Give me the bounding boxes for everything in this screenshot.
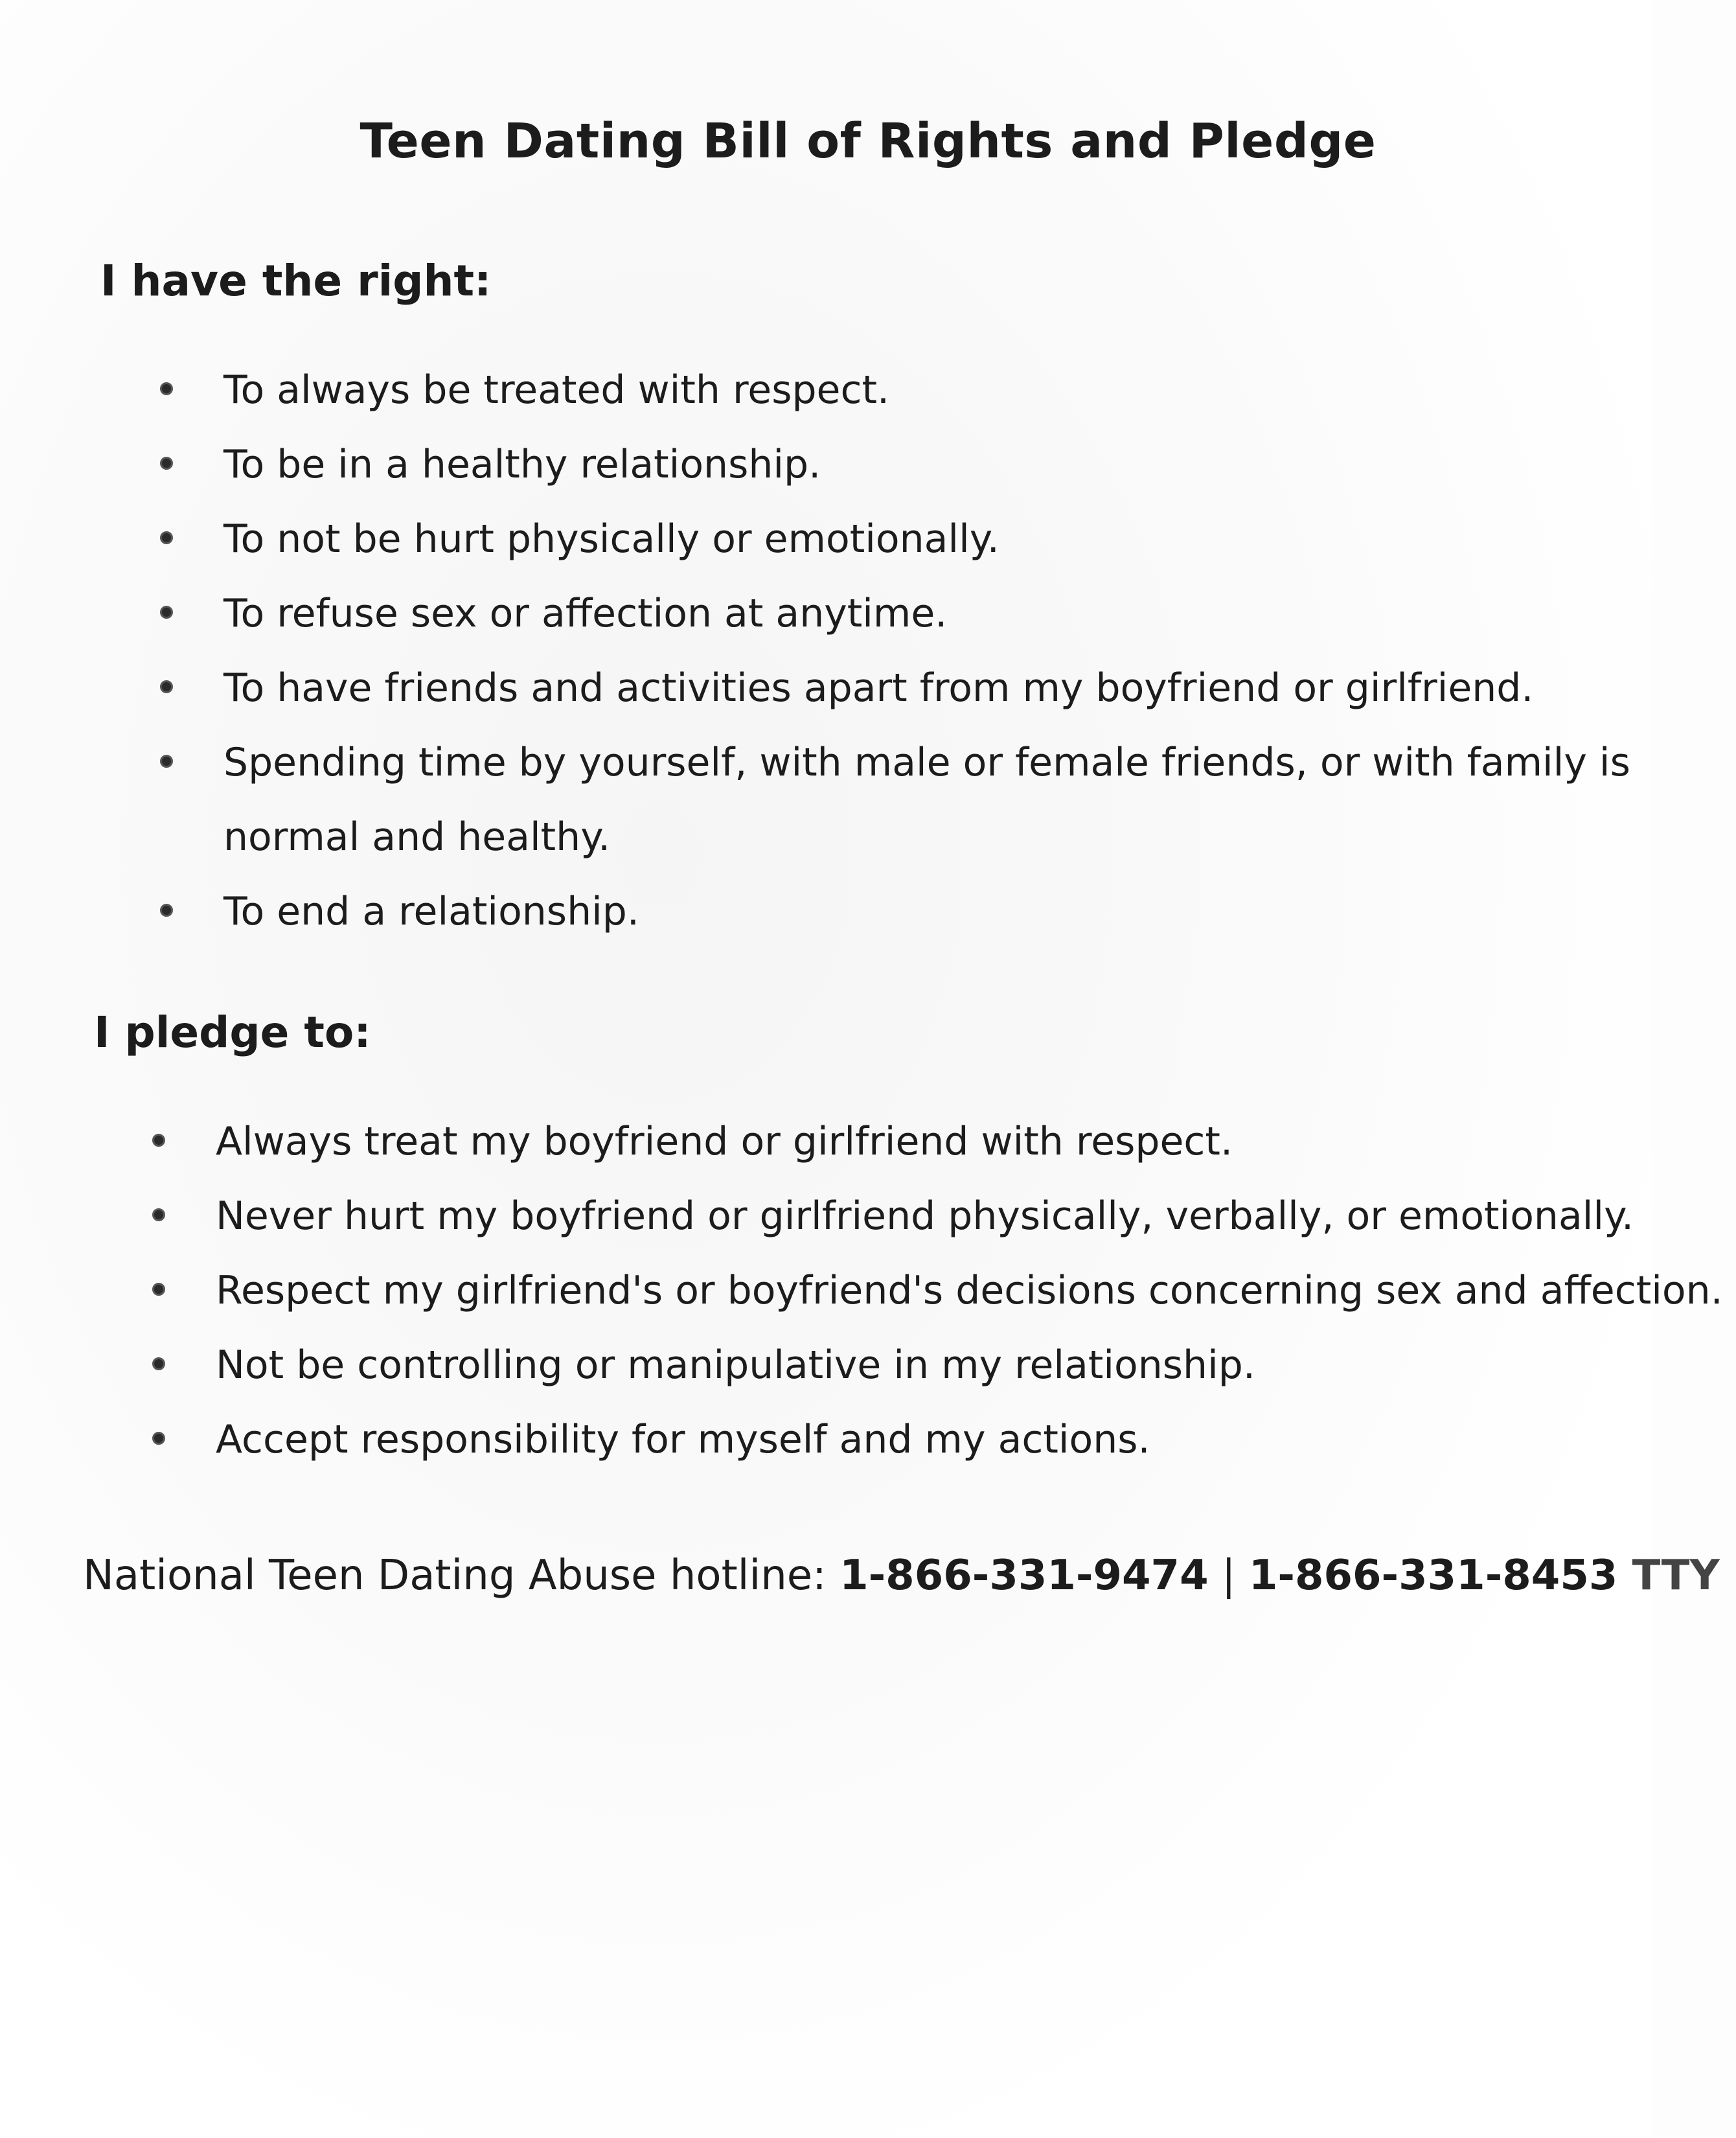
- bullet-icon: [152, 1357, 165, 1370]
- list-item: To be in a healthy relationship.: [160, 428, 1650, 502]
- bullet-icon: [160, 531, 173, 544]
- list-item: To end a relationship.: [160, 875, 1650, 949]
- hotline-tty-phone: 1-866-331-8453: [1248, 1552, 1618, 1600]
- bullet-icon: [160, 606, 173, 619]
- rights-heading: I have the right:: [100, 256, 492, 306]
- bullet-icon: [160, 382, 173, 395]
- list-item: To have friends and activities apart from my boyfriend or girlfriend.: [160, 651, 1650, 726]
- bullet-icon: [152, 1283, 165, 1296]
- pledge-heading: I pledge to:: [94, 1007, 371, 1057]
- bullet-icon: [152, 1432, 165, 1445]
- bullet-icon: [160, 680, 173, 693]
- list-item: Always treat my boyfriend or girlfriend with respect.: [152, 1105, 1642, 1179]
- hotline-tty-label: TTY: [1617, 1552, 1720, 1600]
- list-item: To not be hurt physically or emotionally.: [160, 502, 1650, 577]
- list-item: To always be treated with respect.: [160, 353, 1650, 428]
- hotline-label: National Teen Dating Abuse hotline:: [83, 1552, 840, 1600]
- bullet-icon: [160, 755, 173, 768]
- list-item: To refuse sex or affection at anytime.: [160, 577, 1650, 651]
- list-item: Spending time by yourself, with male or female friends, or with family is normal and healthy.: [160, 726, 1681, 875]
- bullet-icon: [152, 1208, 165, 1221]
- list-item: Never hurt my boyfriend or girlfriend physically, verbally, or emotionally.: [152, 1179, 1642, 1254]
- hotline-line: [83, 1552, 1720, 1600]
- rights-list: [160, 353, 1650, 949]
- hotline-separator: |: [1208, 1552, 1249, 1600]
- bullet-icon: [160, 904, 173, 917]
- pledge-list: [152, 1105, 1723, 1477]
- list-item: Not be controlling or manipulative in my relationship.: [152, 1328, 1642, 1403]
- document-title: Teen Dating Bill of Rights and Pledge: [360, 113, 1376, 169]
- hotline-phone: 1-866-331-9474: [839, 1552, 1209, 1600]
- list-item: Accept responsibility for myself and my actions.: [152, 1403, 1642, 1477]
- list-item: Respect my girlfriend's or boyfriend's decisions concerning sex and affection.: [152, 1254, 1642, 1328]
- bullet-icon: [160, 457, 173, 470]
- bullet-icon: [152, 1134, 165, 1147]
